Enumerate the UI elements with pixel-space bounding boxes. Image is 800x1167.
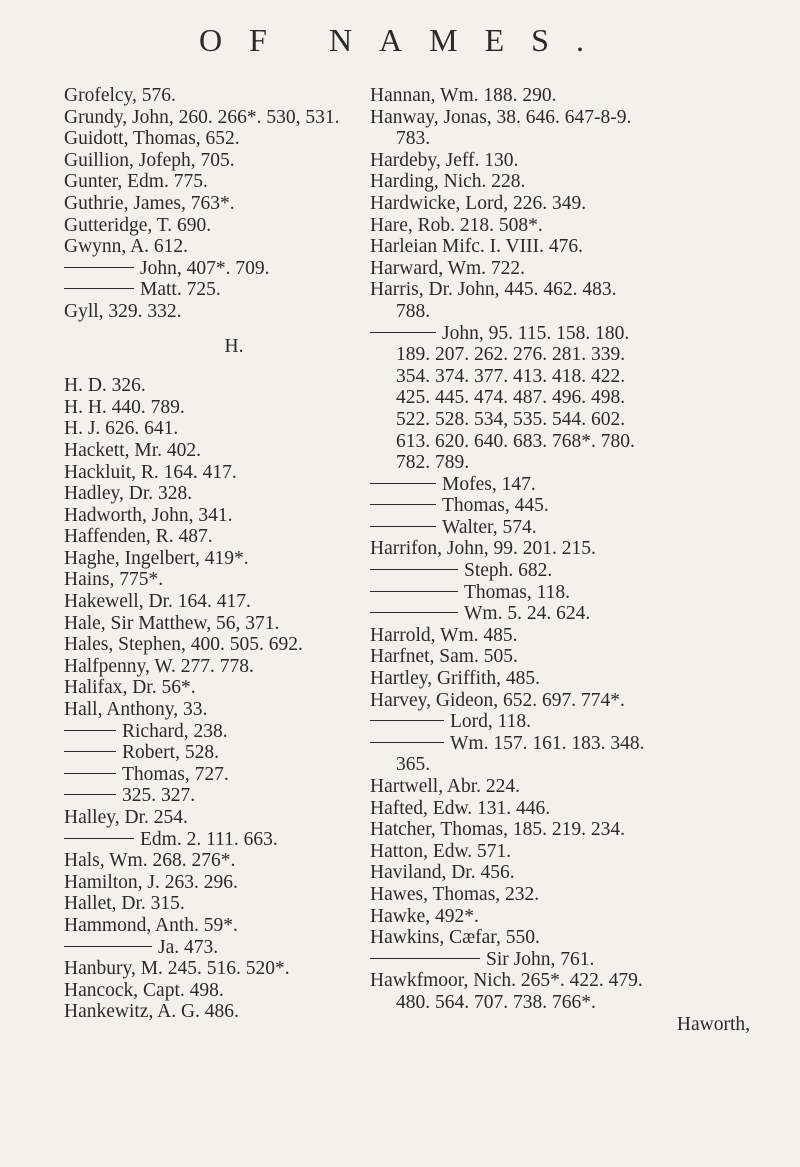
entry-text: 788.: [396, 300, 431, 322]
index-entry: [64, 215, 404, 237]
entry-text: Thomas, 727.: [122, 763, 229, 785]
index-entry: [370, 603, 790, 625]
running-head: OF NAMES.: [199, 22, 611, 58]
index-entry: [370, 927, 790, 949]
index-entry: [64, 193, 404, 215]
entry-text: Hackluit, R. 164. 417.: [64, 461, 237, 483]
entry-text: Harleian Mifc. I. VIII. 476.: [370, 236, 583, 258]
index-entry: [370, 279, 790, 301]
entry-text: Harfnet, Sam. 505.: [370, 646, 518, 668]
index-entry: [370, 949, 790, 971]
entry-text: Guillion, Jofeph, 705.: [64, 149, 235, 171]
entry-text: Hadworth, John, 341.: [64, 504, 233, 526]
entry-text: Wm. 5. 24. 624.: [464, 603, 591, 625]
entry-text: Richard, 238.: [122, 720, 228, 742]
index-entry: [370, 431, 790, 453]
index-entry: [370, 884, 790, 906]
entry-text: 354. 374. 377. 413. 418. 422.: [396, 365, 626, 387]
ditto-dash: [64, 946, 152, 947]
entry-text: Matt. 725.: [140, 279, 221, 301]
entry-text: Hardwicke, Lord, 226. 349.: [370, 192, 587, 214]
index-entry: [370, 798, 790, 820]
index-entry: [370, 474, 790, 496]
index-entry: [370, 517, 790, 539]
index-entry: [370, 452, 790, 474]
index-entry: [64, 829, 404, 851]
entry-text: Grofelcy, 576.: [64, 85, 176, 106]
index-entry: [64, 958, 404, 980]
index-entry: [64, 150, 404, 172]
index-entry: [64, 613, 404, 635]
ditto-dash: [64, 267, 134, 268]
ditto-dash: [64, 751, 116, 752]
index-entry: [370, 236, 790, 258]
index-entry: [64, 591, 404, 613]
index-entry: [64, 656, 404, 678]
index-entry: [370, 301, 790, 323]
index-entry: [370, 323, 790, 345]
index-entry: [64, 483, 404, 505]
entry-text: John, 407*. 709.: [140, 257, 270, 279]
index-entry: [64, 85, 404, 107]
index-entry: [64, 418, 404, 440]
index-entry: [64, 937, 404, 959]
entry-text: H. H. 440. 789.: [64, 396, 185, 418]
entry-text: Hall, Anthony, 33.: [64, 699, 208, 721]
entry-text: Halley, Dr. 254.: [64, 807, 188, 828]
entry-text: Hartwell, Abr. 224.: [370, 776, 521, 797]
index-entry: [64, 236, 404, 258]
entry-text: Hakewell, Dr. 164. 417.: [64, 591, 251, 613]
index-entry: [370, 150, 790, 172]
entry-text: Harward, Wm. 722.: [370, 257, 526, 279]
index-entry: [64, 171, 404, 193]
index-entry: [64, 980, 404, 1002]
entry-text: Hancock, Capt. 498.: [64, 979, 224, 1001]
entry-text: 522. 528. 534, 535. 544. 602.: [396, 408, 626, 430]
index-entry: [370, 107, 790, 129]
entry-text: Gutteridge, T. 690.: [64, 214, 212, 236]
ditto-dash: [370, 526, 436, 527]
index-entry: [64, 505, 404, 527]
index-entry: [64, 107, 404, 129]
index-entry: [370, 366, 790, 388]
index-entry: [64, 279, 404, 301]
entry-text: Hatcher, Thomas, 185. 219. 234.: [370, 819, 626, 841]
ditto-dash: [64, 730, 116, 731]
entry-text: Hare, Rob. 218. 508*.: [370, 214, 543, 236]
index-entry: [370, 992, 790, 1014]
entry-text: Hafted, Edw. 131. 446.: [370, 797, 551, 819]
entry-text: Haviland, Dr. 456.: [370, 862, 515, 884]
entry-text: Thomas, 445.: [442, 495, 549, 517]
index-entry: [370, 733, 790, 755]
ditto-dash: [64, 838, 134, 839]
entry-text: Harrifon, John, 99. 201. 215.: [370, 538, 596, 560]
ditto-dash: [370, 720, 444, 721]
index-entry: [370, 85, 790, 107]
index-entry: [370, 906, 790, 928]
entry-text: 783.: [396, 128, 431, 150]
entry-text: Guidott, Thomas, 652.: [64, 128, 240, 150]
index-entry: [370, 819, 790, 841]
index-entry: [370, 970, 790, 992]
index-entry: [64, 258, 404, 280]
ditto-dash: [64, 288, 134, 289]
index-entry: [370, 668, 790, 690]
catchword: [370, 1014, 790, 1036]
index-entry: [64, 397, 404, 419]
entry-text: Hals, Wm. 268. 276*.: [64, 850, 236, 872]
index-entry: [370, 841, 790, 863]
entry-text: Hamilton, J. 263. 296.: [64, 871, 238, 893]
index-column-left: [64, 85, 404, 1023]
entry-text: Robert, 528.: [122, 742, 219, 764]
index-entry: [64, 850, 404, 872]
ditto-dash: [370, 332, 436, 333]
entry-text: Grundy, John, 260. 266*. 530, 531.: [64, 106, 340, 128]
index-entry: [64, 872, 404, 894]
index-entry: [370, 776, 790, 798]
index-entry: [370, 862, 790, 884]
entry-text: H. J. 626. 641.: [64, 418, 179, 440]
entry-text: Mofes, 147.: [442, 473, 536, 495]
entry-text: 480. 564. 707. 738. 766*.: [396, 991, 596, 1013]
entry-text: 613. 620. 640. 683. 768*. 780.: [396, 430, 635, 452]
entry-text: Haworth,: [676, 1013, 750, 1035]
section-letter: H.: [224, 335, 244, 357]
entry-text: John, 95. 115. 158. 180.: [442, 322, 630, 344]
ditto-dash: [370, 591, 458, 592]
entry-text: Lord, 118.: [450, 711, 532, 733]
entry-text: Hains, 775*.: [64, 569, 164, 591]
index-entry: [370, 171, 790, 193]
entry-text: Ja. 473.: [158, 936, 219, 958]
entry-text: Halfpenny, W. 277. 778.: [64, 655, 254, 677]
index-entry: [370, 495, 790, 517]
entry-text: Gwynn, A. 612.: [64, 236, 189, 258]
entry-text: Guthrie, James, 763*.: [64, 192, 235, 214]
index-entry: [370, 582, 790, 604]
entry-text: Steph. 682.: [464, 560, 553, 582]
index-entry: [370, 128, 790, 150]
index-entry: [370, 560, 790, 582]
entry-text: Hardeby, Jeff. 130.: [370, 149, 519, 171]
entry-text: Hales, Stephen, 400. 505. 692.: [64, 634, 303, 656]
index-entry: [370, 387, 790, 409]
entry-text: Harrold, Wm. 485.: [370, 624, 518, 646]
entry-text: Haghe, Ingelbert, 419*.: [64, 547, 249, 569]
entry-text: Gyll, 329. 332.: [64, 300, 182, 322]
index-entry: [64, 301, 404, 323]
entry-text: Thomas, 118.: [464, 581, 570, 603]
entry-text: Hatton, Edw. 571.: [370, 840, 512, 862]
index-entry: [64, 893, 404, 915]
index-entry: [64, 634, 404, 656]
entry-text: Hallet, Dr. 315.: [64, 893, 185, 915]
index-entry: [64, 721, 404, 743]
entry-text: Hawes, Thomas, 232.: [370, 883, 540, 905]
index-entry: [370, 215, 790, 237]
ditto-dash: [64, 773, 116, 774]
index-entry: [370, 193, 790, 215]
entry-text: Hannan, Wm. 188. 290.: [370, 85, 557, 106]
ditto-dash: [370, 612, 458, 613]
entry-text: Harvey, Gideon, 652. 697. 774*.: [370, 689, 625, 711]
entry-text: Hadley, Dr. 328.: [64, 483, 193, 505]
entry-text: Walter, 574.: [442, 516, 537, 538]
entry-text: Hawke, 492*.: [370, 905, 479, 927]
index-entry: [64, 785, 404, 807]
ditto-dash: [370, 569, 458, 570]
index-entry: [370, 409, 790, 431]
entry-text: Haffenden, R. 487.: [64, 526, 213, 548]
ditto-dash: [370, 958, 480, 959]
entry-text: Hawkins, Cæfar, 550.: [370, 927, 540, 949]
index-entry: [64, 764, 404, 786]
ditto-dash: [64, 794, 116, 795]
entry-text: Hanway, Jonas, 38. 646. 647-8-9.: [370, 106, 632, 128]
index-entry: [370, 344, 790, 366]
entry-text: 782. 789.: [396, 452, 470, 474]
entry-text: Hankewitz, A. G. 486.: [64, 1001, 239, 1023]
entry-text: Edm. 2. 111. 663.: [140, 828, 278, 850]
entry-text: Hanbury, M. 245. 516. 520*.: [64, 958, 290, 980]
entry-text: Hammond, Anth. 59*.: [64, 914, 238, 936]
ditto-dash: [370, 483, 436, 484]
entry-text: Hale, Sir Matthew, 56, 371.: [64, 612, 280, 634]
index-entry: [370, 754, 790, 776]
ditto-dash: [370, 742, 444, 743]
entry-text: 325. 327.: [122, 785, 196, 807]
entry-text: 425. 445. 474. 487. 496. 498.: [396, 387, 626, 409]
ditto-dash: [370, 504, 436, 505]
entry-text: Wm. 157. 161. 183. 348.: [450, 732, 645, 754]
entry-text: Hartley, Griffith, 485.: [370, 668, 541, 690]
index-entry: [64, 569, 404, 591]
index-entry: [64, 807, 404, 829]
entry-text: Hackett, Mr. 402.: [64, 439, 202, 461]
entry-text: Halifax, Dr. 56*.: [64, 677, 196, 699]
entry-text: 365.: [396, 754, 431, 776]
index-entry: [370, 625, 790, 647]
index-entry: [64, 915, 404, 937]
entry-text: Gunter, Edm. 775.: [64, 171, 208, 193]
index-entry: [64, 128, 404, 150]
index-entry: [64, 1001, 404, 1023]
index-entry: [64, 375, 404, 397]
index-entry: [64, 548, 404, 570]
index-entry: [64, 462, 404, 484]
index-column-right: [370, 85, 790, 1035]
index-entry: [64, 742, 404, 764]
entry-text: Harding, Nich. 228.: [370, 171, 526, 193]
index-entry: [64, 440, 404, 462]
index-entry: [370, 646, 790, 668]
entry-text: 189. 207. 262. 276. 281. 339.: [396, 344, 626, 366]
index-entry: [370, 538, 790, 560]
entry-text: Hawkfmoor, Nich. 265*. 422. 479.: [370, 970, 643, 992]
entry-text: H. D. 326.: [64, 375, 146, 397]
index-entry: [370, 711, 790, 733]
entry-text: Harris, Dr. John, 445. 462. 483.: [370, 279, 617, 301]
index-entry: [64, 677, 404, 699]
index-entry: [370, 258, 790, 280]
index-entry: [64, 699, 404, 721]
index-entry: [370, 690, 790, 712]
entry-text: Sir John, 761.: [486, 948, 595, 970]
index-entry: [64, 526, 404, 548]
